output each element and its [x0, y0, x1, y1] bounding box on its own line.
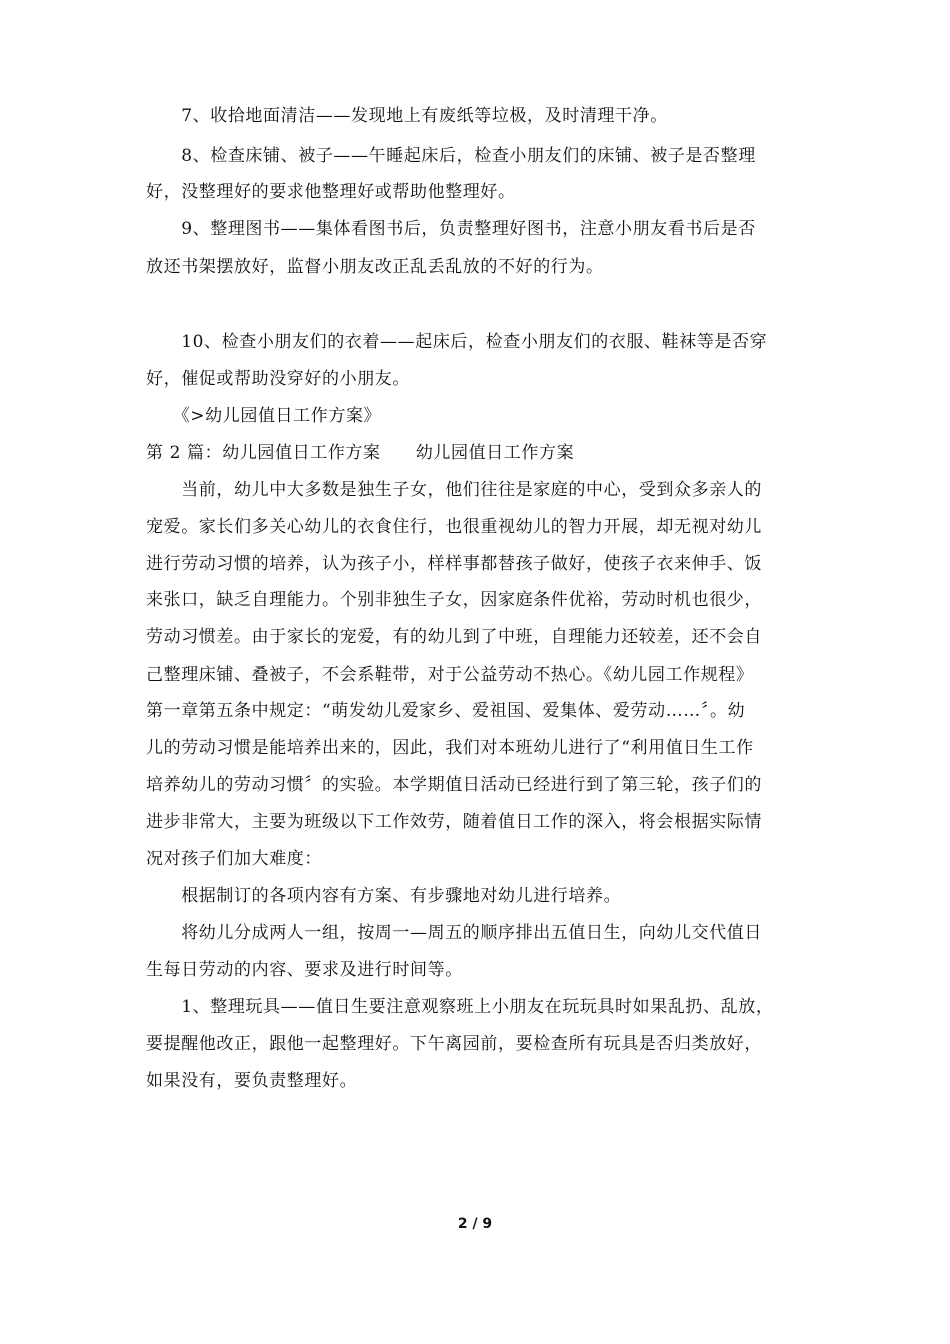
text-line: 来张口，缺乏自理能力。个别非独生子女，因家庭条件优裕，劳动时机也很少，	[146, 590, 762, 610]
text-line: 放还书架摆放好，监督小朋友改正乱丢乱放的不好的行为。	[146, 257, 604, 277]
text-line: 生每日劳动的内容、要求及进行时间等。	[146, 960, 463, 980]
text-line: 己整理床铺、叠被子，不会系鞋带，对于公益劳动不热心。《幼儿园工作规程》	[146, 665, 754, 685]
text-line: 儿的劳动习惯是能培养出来的，因此，我们对本班幼儿进行了“利用值日生工作	[146, 738, 754, 758]
text-line: 10、检查小朋友们的衣着——起床后，检查小朋友们的衣服、鞋袜等是否穿	[146, 332, 768, 352]
text-line: 进步非常大，主要为班级以下工作效劳，随着值日工作的深入，将会根据实际情	[146, 812, 762, 832]
text-line: 如果没有，要负责整理好。	[146, 1071, 358, 1091]
text-line: 当前，幼儿中大多数是独生子女，他们往往是家庭的中心，受到众多亲人的	[146, 480, 762, 500]
text-line: 将幼儿分成两人一组，按周一—周五的顺序排出五值日生，向幼儿交代值日	[146, 923, 762, 943]
text-line: 第一章第五条中规定：“萌发幼儿爱家乡、爱祖国、爱集体、爱劳动……〞。幼	[146, 701, 746, 721]
text-line: 劳动习惯差。由于家长的宠爱，有的幼儿到了中班，自理能力还较差，还不会自	[146, 627, 762, 647]
text-line: 况对孩子们加大难度：	[146, 849, 322, 869]
text-line: 要提醒他改正，跟他一起整理好。下午离园前，要检查所有玩具是否归类放好，	[146, 1034, 762, 1054]
text-line: 8、检查床铺、被子——午睡起床后，检查小朋友们的床铺、被子是否整理	[146, 146, 756, 166]
text-line: 好，没整理好的要求他整理好或帮助他整理好。	[146, 182, 516, 202]
text-line: 进行劳动习惯的培养，认为孩子小，样样事都替孩子做好，使孩子衣来伸手、饭	[146, 554, 762, 574]
text-line: 7、收拾地面清洁——发现地上有废纸等垃极，及时清理干净。	[146, 106, 668, 126]
text-line: 宠爱。家长们多关心幼儿的衣食住行，也很重视幼儿的智力开展，却无视对幼儿	[146, 517, 762, 537]
page-number: 2 / 9	[457, 1216, 493, 1232]
text-line: 根据制订的各项内容有方案、有步骤地对幼儿进行培养。	[146, 886, 622, 906]
text-line: 《>幼儿园值日工作方案》	[146, 406, 382, 426]
section-heading: 第 2 篇：幼儿园值日工作方案 幼儿园值日工作方案	[146, 443, 575, 463]
text-line: 1、整理玩具——值日生要注意观察班上小朋友在玩玩具时如果乱扔、乱放，	[146, 997, 774, 1017]
text-line: 培养幼儿的劳动习惯〞的实验。本学期值日活动已经进行到了第三轮，孩子们的	[146, 775, 762, 795]
text-line: 9、整理图书——集体看图书后，负责整理好图书，注意小朋友看书后是否	[146, 219, 756, 239]
text-line: 好，催促或帮助没穿好的小朋友。	[146, 369, 410, 389]
